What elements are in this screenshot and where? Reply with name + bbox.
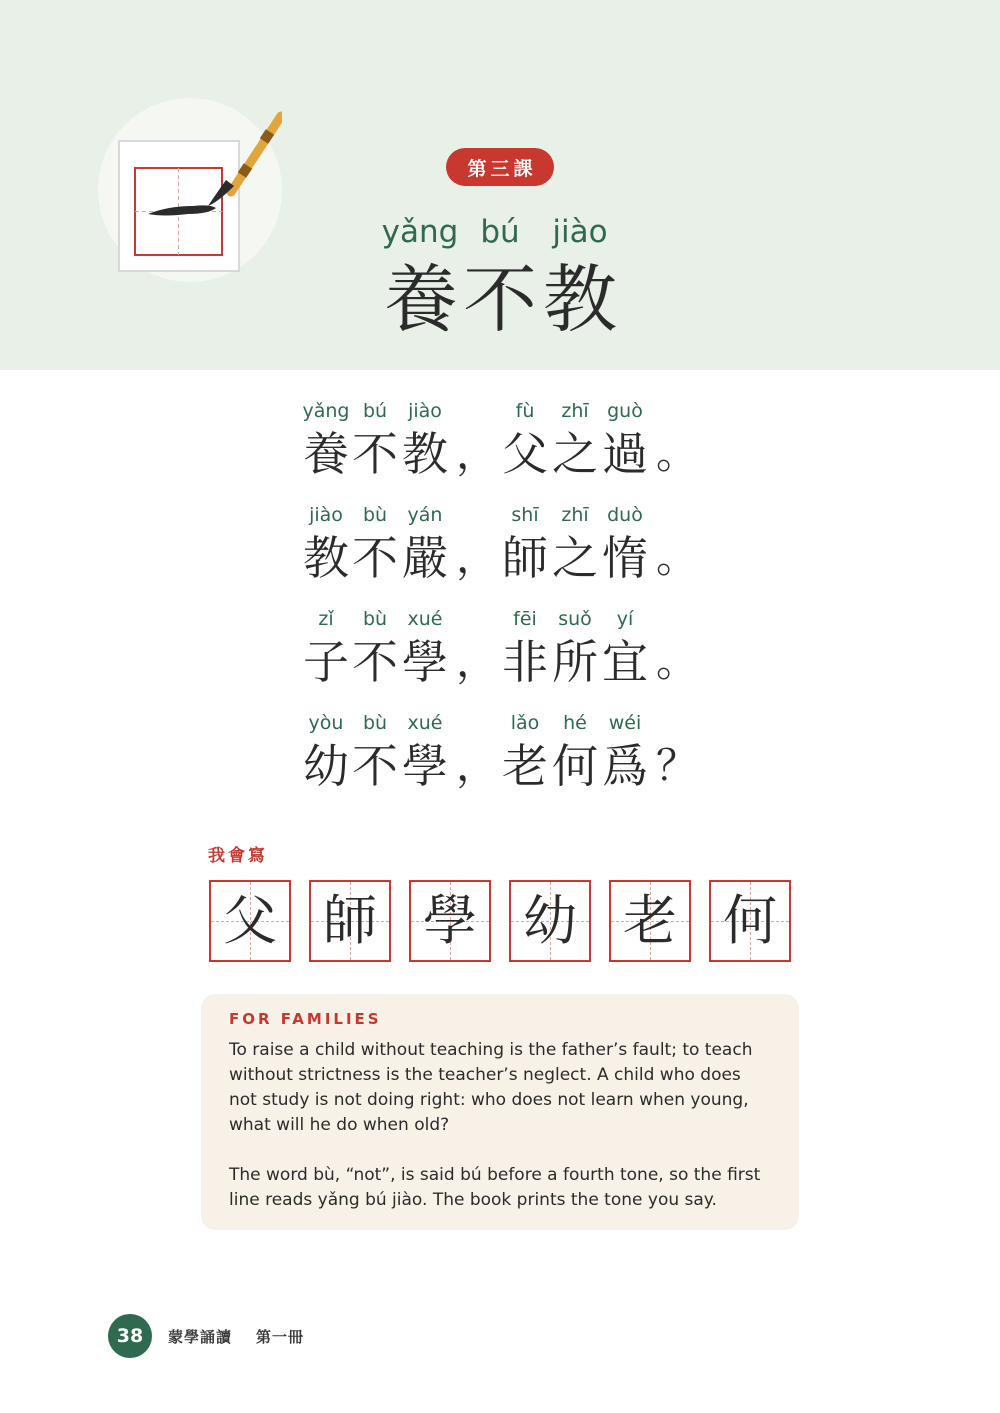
lesson-title xyxy=(0,256,1000,348)
pinyin-syllable: hé xyxy=(563,712,587,734)
comma-punct: ， xyxy=(456,741,499,790)
hanzi-char: 過 xyxy=(602,427,648,481)
poem-line xyxy=(0,608,1000,700)
writing-char: 父 xyxy=(223,889,277,952)
writing-cell xyxy=(609,880,691,962)
comma-punct: ， xyxy=(456,637,499,686)
pinyin-syllable: yí xyxy=(616,608,634,630)
writing-cell xyxy=(309,880,391,962)
pinyin-syllable: xué xyxy=(407,712,443,734)
writing-cell xyxy=(409,880,491,962)
writing-char: 老 xyxy=(623,889,677,952)
header-band xyxy=(0,0,1000,370)
pinyin-syllable: shī xyxy=(511,504,539,526)
pinyin-syllable: jiào xyxy=(408,400,442,422)
pinyin-syllable: duò xyxy=(607,504,643,526)
hanzi-char: 不 xyxy=(352,635,398,689)
hanzi-char: 幼 xyxy=(303,739,349,793)
hanzi-char: 何 xyxy=(552,739,598,793)
end-punct: 。 xyxy=(656,533,699,582)
end-punct: 。 xyxy=(656,429,699,478)
pinyin-syllable: suǒ xyxy=(558,608,592,630)
hanzi-char: 嚴 xyxy=(402,531,448,585)
families-paragraph: To raise a child without teaching is the father’s fault; to teach without strictness is the teacher’s neglect. A child who does not study is not doing right: who does not learn when young, what will he do when old? xyxy=(229,1040,753,1135)
comma-punct: ， xyxy=(456,429,499,478)
hanzi-char: 父 xyxy=(502,427,548,481)
for-families-box xyxy=(201,994,799,1230)
pinyin-syllable: bù xyxy=(362,608,388,630)
hanzi-char: 宜 xyxy=(602,635,648,689)
hanzi-char: 不 xyxy=(352,531,398,585)
title-char: 不 xyxy=(463,257,537,343)
writing-char: 幼 xyxy=(523,889,577,952)
poem-line xyxy=(0,400,1000,492)
writing-section-label: 我會寫 xyxy=(208,846,268,866)
writing-grid xyxy=(209,880,791,962)
writing-cell xyxy=(509,880,591,962)
hanzi-char: 學 xyxy=(402,635,448,689)
title-char: 教 xyxy=(543,257,617,343)
pinyin-syllable: lǎo xyxy=(510,712,540,734)
families-paragraph: The word bù, “not”, is said bú before a fourth tone, so the first line reads yǎng bú jiào. The book prints the tone you say. xyxy=(229,1165,761,1210)
volume-label: 第一冊 xyxy=(256,1328,305,1346)
title-pinyin-syllable: yǎng xyxy=(381,214,459,250)
page-number: 38 xyxy=(108,1314,152,1358)
hanzi-char: 老 xyxy=(502,739,548,793)
pinyin-syllable: wéi xyxy=(608,712,642,734)
writing-char: 何 xyxy=(723,889,777,952)
pinyin-syllable: zhī xyxy=(561,400,589,422)
title-pinyin-syllable: bú xyxy=(480,214,520,250)
hanzi-char: 所 xyxy=(552,635,598,689)
hanzi-char: 教 xyxy=(402,427,448,481)
writing-cell xyxy=(709,880,791,962)
hanzi-char: 之 xyxy=(552,427,598,481)
pinyin-syllable: zhī xyxy=(561,504,589,526)
hanzi-char: 爲 xyxy=(602,739,648,793)
title-char: 養 xyxy=(384,257,458,343)
writing-cell xyxy=(209,880,291,962)
pinyin-syllable: xué xyxy=(407,608,443,630)
pinyin-syllable: zǐ xyxy=(318,608,334,630)
writing-char: 師 xyxy=(323,889,377,952)
hanzi-char: 之 xyxy=(552,531,598,585)
hanzi-char: 教 xyxy=(303,531,349,585)
hanzi-char: 不 xyxy=(352,739,398,793)
pinyin-syllable: bù xyxy=(362,712,388,734)
book-title: 蒙學誦讀 xyxy=(168,1328,233,1346)
poem-text xyxy=(0,400,1000,800)
pinyin-syllable: yòu xyxy=(308,712,344,734)
pinyin-syllable: guò xyxy=(607,400,643,422)
comma-punct: ， xyxy=(456,533,499,582)
hanzi-char: 養 xyxy=(303,427,349,481)
pinyin-syllable: yǎng xyxy=(302,400,350,422)
question-punct: ？ xyxy=(656,741,699,790)
pinyin-syllable: bù xyxy=(362,504,388,526)
pinyin-syllable: fēi xyxy=(513,608,537,630)
hanzi-char: 子 xyxy=(303,635,349,689)
poem-line xyxy=(0,504,1000,596)
title-pinyin xyxy=(0,214,1000,260)
writing-char: 學 xyxy=(423,889,477,952)
hanzi-char: 師 xyxy=(502,531,548,585)
hanzi-char: 非 xyxy=(502,635,548,689)
lesson-badge: 第三課 xyxy=(446,148,554,186)
pinyin-syllable: yán xyxy=(407,504,443,526)
hanzi-char: 惰 xyxy=(602,531,648,585)
pinyin-syllable: jiào xyxy=(309,504,343,526)
hanzi-char: 學 xyxy=(402,739,448,793)
pinyin-syllable: bú xyxy=(362,400,388,422)
hanzi-char: 不 xyxy=(352,427,398,481)
end-punct: 。 xyxy=(656,637,699,686)
poem-line xyxy=(0,712,1000,804)
pinyin-syllable: fù xyxy=(515,400,535,422)
title-pinyin-syllable: jiào xyxy=(552,214,608,250)
for-families-title: FOR FAMILIES xyxy=(229,1010,382,1028)
